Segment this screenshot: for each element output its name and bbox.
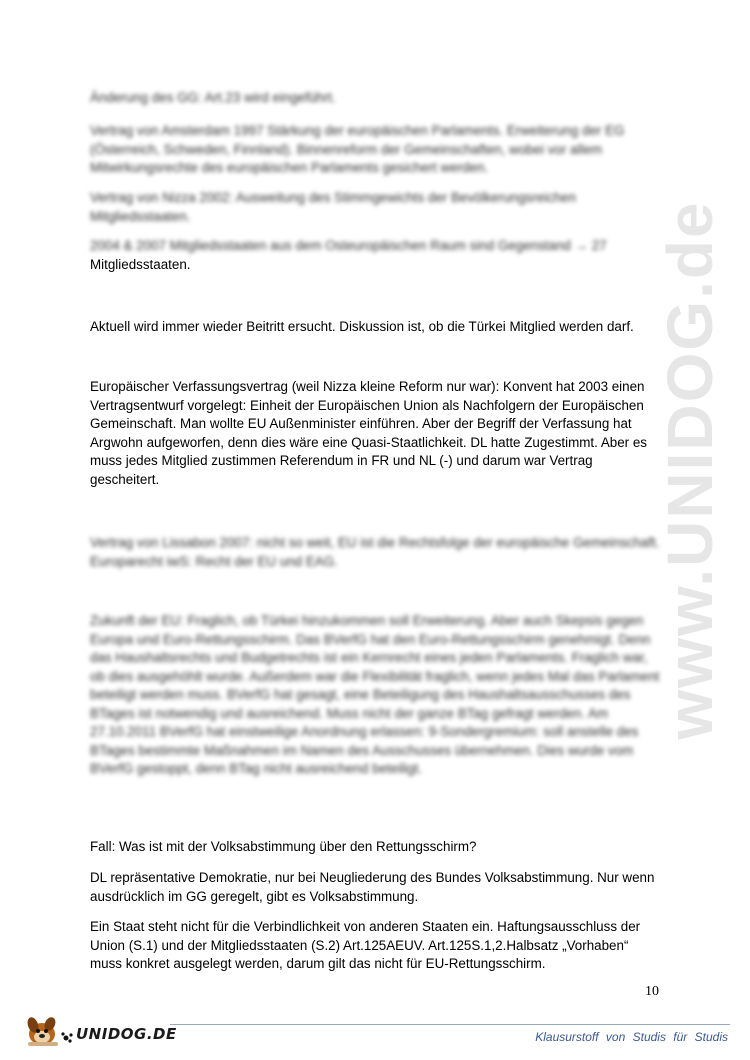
paragraph-aktuell: Aktuell wird immer wieder Beitritt ersucht. Diskussion ist, ob die Türkei Mitglied werden darf. — [90, 319, 634, 334]
paragraph-demokratie: DL repräsentative Demokratie, nur bei Neugliederung des Bundes Volksabstimmung. Nur wenn ausdrücklich im GG geregelt, gibt es Volksabstimmung. — [90, 870, 655, 904]
footer-divider — [170, 1024, 730, 1025]
watermark-text: www.UNIDOG.de — [654, 200, 726, 740]
blurred-paragraph: Änderung des GG: Art.23 wird eingeführt. — [90, 90, 336, 105]
paragraph-haftung: Ein Staat steht nicht für die Verbindlichkeit von anderen Staaten ein. Haftungsausschluss der Union (S.1) und der Mitgliedsstaaten (S.2) Art.125AEUV. Art.125S.1,2.Halbsatz „Vorhaben“ muss konkret ausgelegt werden, darum gilt das nicht für EU-Rettungsschirm. — [90, 919, 641, 971]
blurred-paragraph: Vertrag von Nizza 2002: Ausweitung des Stimmgewichts der Bevölkerungsreichen Mitgliedsstaaten. — [90, 190, 577, 224]
text-line: Mitgliedsstaaten. — [90, 257, 191, 272]
footer-tagline: Klausurstoff von Studis für Studis — [535, 1030, 728, 1044]
blurred-paragraph: Vertrag von Amsterdam 1997 Stärkung der europäischen Parlaments. Erweiterung der EG (Österreich, Schweden, Finnland). Binnenreform der Gemeinschaften, wobei vor allem Mitwirkungsrechte des europäischen Parlaments gesichert werden. — [90, 123, 625, 175]
blurred-paragraph: Zukunft der EU: Fraglich, ob Türkei hinzukommen soll Erweiterung. Aber auch Skepsis gegen Europa und Euro-Rettungsschirm. Das BVerfG hat den Euro-Rettungsschirm genehmigt. Denn das Haushaltsrechts und Budgetrechts ist ein Kernrecht eines jeden Parlaments. Fraglich war, ob dies ausgehöhlt wurde. Außerdem war die Flexibilität fraglich, wenn jedes Mal das Parlament beteiligt werden muss. BVerfG hat gesagt, eine Beteiligung des Haushaltsausschusses des BTages ist notwendig und ausreichend. Muss nicht der ganze BTag gefragt werden. Am 27.10.2011 BVerfG hat einstweilige Anordnung erlassen: 9-Sondergremium: soll anstelle des BTages bestimmte Maßnahmen im Namen des Ausschusses übernehmen. Dies wurde vom BVerfG gestoppt, denn BTag nicht ausreichend beteiligt. — [90, 613, 660, 776]
blurred-paragraph: Vertrag von Lissabon 2007: nicht so weit, EU ist die Rechtsfolge der europäische Gemeinschaft. Europarecht iwS: Recht der EU und EAG. — [90, 535, 660, 569]
unidog-logo — [22, 1012, 182, 1048]
dog-icon — [22, 1012, 78, 1048]
page-number: 10 — [645, 984, 659, 999]
logo-text: UNIDOG.DE — [76, 1025, 177, 1043]
blurred-paragraph: 2004 & 2007 Mitgliedsstaaten aus dem Osteuropäischen Raum sind Gegenstand → 27 — [90, 238, 607, 253]
paragraph-fall: Fall: Was ist mit der Volksabstimmung über den Rettungsschirm? — [90, 839, 477, 854]
paragraph-verfassungsvertrag: Europäischer Verfassungsvertrag (weil Nizza kleine Reform nur war): Konvent hat 2003 einen Vertragsentwurf vorgelegt: Einheit der Europäischen Union als Nachfolgern der Europäischen Gemeinschaft. Man wollte EU Außenminister einführen. Aber der Begriff der Verfassung hat Argwohn aufgeworfen, denn dies wäre eine Quasi-Staatlichkeit. DL hatte Zugestimmt. Aber es muss jedes Mitglied zustimmen Referendum in FR und NL (-) und darum war Vertrag gescheitert. — [90, 379, 647, 487]
